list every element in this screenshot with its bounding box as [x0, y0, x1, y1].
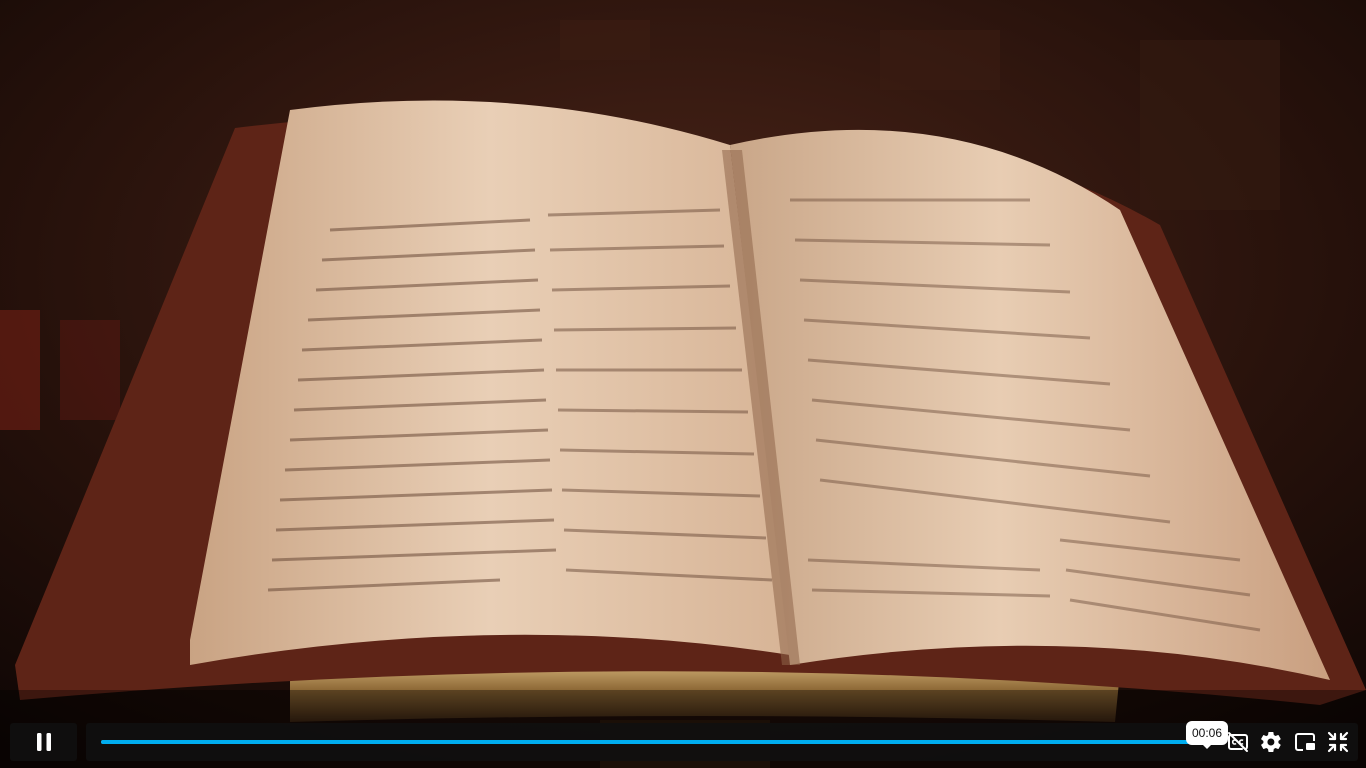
exit-fullscreen-icon[interactable]	[1326, 730, 1350, 754]
pause-icon	[36, 732, 52, 752]
picture-in-picture-icon[interactable]	[1293, 730, 1317, 754]
progress-bar[interactable]	[101, 726, 1223, 744]
control-bar	[86, 723, 1358, 761]
captions-off-icon[interactable]	[1226, 730, 1250, 754]
progress-fill	[101, 740, 1207, 744]
pause-button[interactable]	[10, 723, 77, 761]
player-controls	[0, 700, 1366, 768]
current-time-tooltip: 00:06	[1186, 721, 1228, 745]
gear-icon[interactable]	[1259, 730, 1283, 754]
